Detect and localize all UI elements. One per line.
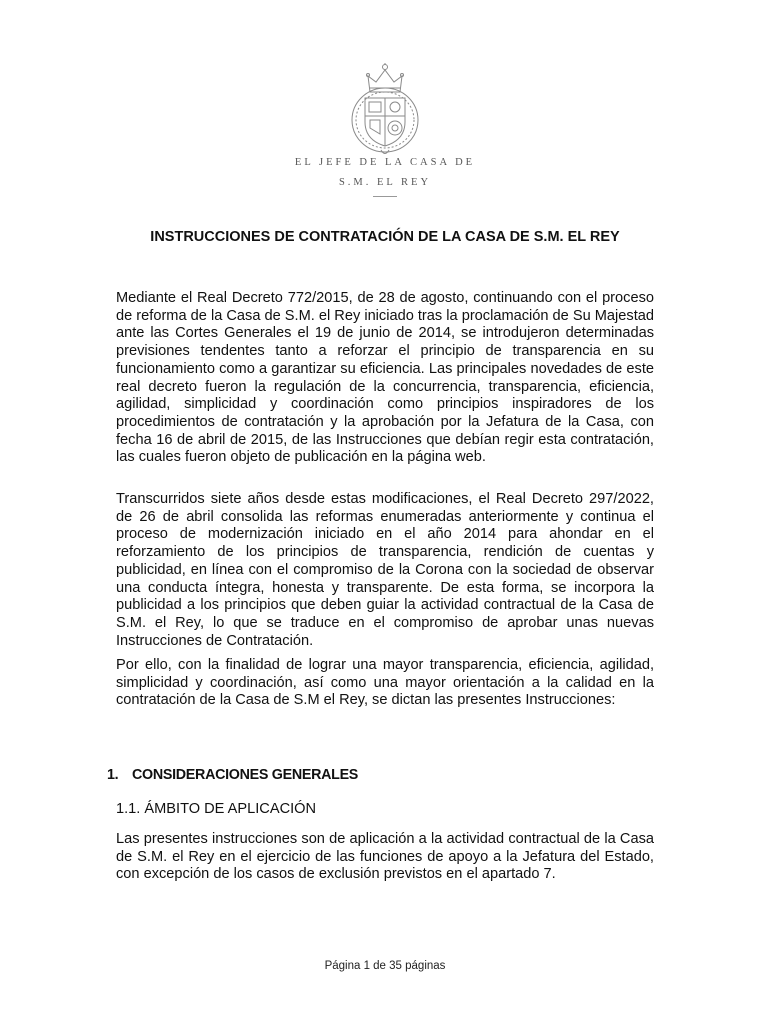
subsection-heading: 1.1. ÁMBITO DE APLICACIÓN bbox=[116, 801, 317, 817]
paragraph-3: Por ello, con la finalidad de lograr una mayor transparencia, eficiencia, agilidad, simplicidad y coordinación, así como una mayor orientación a la calidad en la contratación de la Casa de S.M el Rey, se dictan las presentes Instrucciones: bbox=[116, 657, 654, 709]
paragraph-2: Transcurridos siete años desde estas modificaciones, el Real Decreto 297/2022, de 26 de abril consolida las reformas enumeradas anteriormente y continua el proceso de modernización iniciado en el año 2014 para ahondar en el reforzamiento de los principios de transparencia, rendición de cuentas y publicidad, en línea con el compromiso de la Corona con la sociedad de observar una conducta íntegra, honesta y transparente. De esta forma, se incorpora la publicidad a los principios que deben guiar la actividad contractual de la Casa de S.M. el Rey, lo que se traduce en el compromiso de aprobar unas nuevas Instrucciones de Contratación. bbox=[116, 491, 654, 649]
section-heading bbox=[107, 767, 358, 783]
page-footer: Página 1 de 35 páginas bbox=[324, 960, 446, 972]
section-paragraph: Las presentes instrucciones son de aplicación a la actividad contractual de la Casa de S.M. el Rey en el ejercicio de las funciones de apoyo a la Jefatura del Estado, con excepción de los casos de exclusión previstos en el apartado 7. bbox=[116, 831, 654, 883]
section-title: CONSIDERACIONES GENERALES bbox=[132, 767, 359, 783]
header-line-1: EL JEFE DE LA CASA DE bbox=[294, 157, 476, 168]
page-title: INSTRUCCIONES DE CONTRATACIÓN DE LA CASA DE S.M. EL REY bbox=[150, 229, 620, 245]
section-number: 1. bbox=[107, 767, 119, 783]
royal-crest-icon bbox=[348, 62, 422, 158]
header-divider bbox=[373, 196, 397, 197]
paragraph-1: Mediante el Real Decreto 772/2015, de 28 de agosto, continuando con el proceso de reforma de la Casa de S.M. el Rey iniciado tras la proclamación de Su Majestad ante las Cortes Generales el 19 de junio de 2014, se introdujeron determinadas previsiones tendentes tanto a reforzar el principio de transparencia en su funcionamiento como a garantizar su eficiencia. Las principales novedades de este real decreto fueron la regulación de la concurrencia, transparencia, eficiencia, agilidad, simplicidad y coordinación como principios inspiradores de los procedimientos de contratación y la aprobación por la Jefatura de la Casa, con fecha 16 de abril de 2015, de las Instrucciones que debían regir esta contratación, las cuales fueron objeto de publicación en la página web. bbox=[116, 290, 654, 466]
header-line-2: S.M. EL REY bbox=[338, 177, 432, 188]
